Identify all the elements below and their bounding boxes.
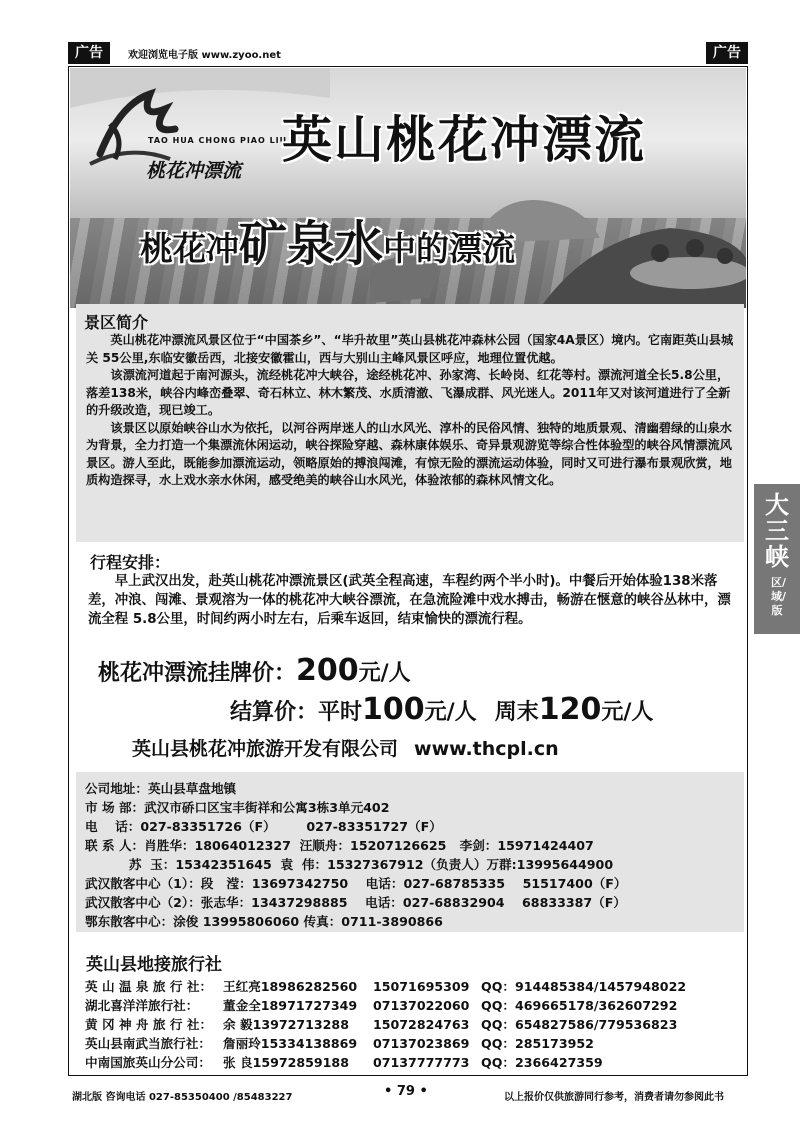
agency-person: 詹丽玲15334138869 [223,1036,358,1051]
agency-phone: 07137777773 [373,1055,470,1070]
agency-person: 王红亮18986282560 [223,979,358,994]
contact-row: 公司地址：英山县草盘地镇 [85,781,237,796]
banner-subtitle [140,205,515,274]
list-price-label: 桃花冲漂流挂牌价： [98,661,297,686]
agency-qq: QQ：285173952 [481,1036,594,1051]
subtitle-part2: 矿泉水 [239,216,384,272]
list-price-unit: 元/人 [358,661,411,686]
side-tab-subtitle: 区/域/版 [771,576,787,617]
company-name: 英山县桃花冲旅游开发有限公司 [132,738,399,760]
weekday-price-value: 100 [362,692,425,727]
contact-row: 联 系 人：肖胜华：18064012327 汪顺舟：15207126625 李剑：15971424407 [85,838,594,853]
agency-qq: QQ：914485384/1457948022 [481,979,687,994]
subtitle-part3: 中的漂流 [383,229,516,268]
intro-title: 景区简介 [84,313,149,332]
weekend-price-value: 120 [538,692,602,727]
agency-name: 黄 冈 神 舟 旅 行 社： [85,1017,213,1032]
agency-qq: QQ：2366427359 [481,1055,603,1070]
agency-qq: QQ：654827586/779536823 [481,1017,678,1032]
agency-phone: 07137022060 [373,998,470,1013]
agency-row [85,976,686,995]
ad-label-left: 广告 [68,42,110,64]
weekend-label: 周末 [494,700,539,725]
agency-person: 张 良15972859188 [223,1055,349,1070]
list-price-line [98,653,411,688]
contact-row: 武汉散客中心（1）：段 滢：13697342750 电话：027-68785335 51517400（F） [85,876,627,891]
agency-row [85,995,677,1014]
contact-row: 电 话：027-83351726（F） 027-83351727（F） [85,819,442,834]
agency-name: 英山县南武当旅行社： [85,1036,211,1051]
company-line [132,734,559,761]
agency-qq: QQ：469665178/362607292 [481,998,678,1013]
footer-disclaimer: 以上报价仅供旅游同行参考，消费者请勿参阅此书 [504,1092,724,1103]
settle-price-label: 结算价：平时 [230,700,363,725]
intro-paragraph: 该景区以原始峡谷山水为依托，以河谷两岸迷人的山水风光、淳朴的民俗风情、独特的地质景观、清幽碧绿的山泉水为背景，全力打造一个集漂流休闲运动，峡谷探险穿越、森林康体娱乐、奇异景观游览等综合性体验型的峡谷风情漂流风景区。游人至此，既能参加漂流运动，领略原始的搏浪闯滩，有惊无险的漂流运动体验，同时又可进行瀑布景观欣赏，地质构造探寻，水上戏水亲水休闲，感受绝美的峡谷山水风光，体验浓郁的森林风情文化。 [86,420,732,487]
itinerary-text: 早上武汉出发，赴英山桃花冲漂流景区(武英全程高速，车程约两个半小时)。中餐后开始体验138米落差，冲浪、闯滩、景观溶为一体的桃花冲大峡谷漂流，在急流险滩中戏水搏击，畅游在惬意的峡谷丛林中，漂流全程 5.8公里，时间约两小时左右，后乘车返回，结束愉快的漂流行程。 [88,574,731,627]
agency-row [85,1052,603,1071]
agency-phone: 07137023869 [373,1036,470,1051]
subtitle-part1: 桃花冲 [140,229,239,268]
welcome-text: 欢迎浏览电子版 www.zyoo.net [128,50,281,61]
intro-section [76,304,744,542]
list-price-value: 200 [296,653,359,688]
logo-script-text: 桃花冲漂流 [146,160,242,182]
agency-row [85,1014,677,1033]
agency-row [85,1033,594,1052]
banner-title: 英山桃花冲漂流 [282,111,646,169]
footer-hotline: 湖北版 咨询电话 027-85350400 /85483227 [72,1092,293,1103]
side-tab-title: 大三峡 [765,490,789,571]
region-side-tab [754,484,800,634]
agency-person: 董金全18971727349 [223,998,358,1013]
agency-name: 中南国旅英山分公司： [85,1055,211,1070]
page-number: • 79 • [384,1084,428,1099]
agencies-title: 英山县地接旅行社 [86,955,222,975]
ad-label-right: 广告 [706,42,748,64]
contact-row: 武汉散客中心（2）：张志华：13437298885 电话：027-68832904 68833387（F） [85,895,626,910]
agency-person: 余 毅13972713288 [223,1017,349,1032]
agency-name: 英 山 温 泉 旅 行 社： [85,979,213,994]
intro-paragraph: 英山桃花冲漂流风景区位于“中国茶乡”、“毕升故里”英山县桃花冲森林公园（国家4A景区）境内。它南距英山县城关 55公里,东临安徽岳西，北接安徽霍山，西与大别山主峰风景区呼应，地理位置优越。 [86,333,734,365]
contact-row: 市 场 部：武汉市硚口区宝丰街祥和公寓3栋3单元402 [85,800,390,815]
logo-pinyin: TAO HUA CHONG PIAO LIU [148,136,288,145]
weekend-price-unit: 元/人 [601,700,654,725]
agency-phone: 15071695309 [373,979,470,994]
settle-price-line [230,692,653,727]
weekday-price-unit: 元/人 [424,700,477,725]
agency-phone: 15072824763 [373,1017,470,1032]
contact-row: 鄂东散客中心：涂俊 13995806060 传真：0711-3890866 [85,914,443,929]
intro-paragraph: 该漂流河道起于南河源头，流经桃花冲大峡谷，途经桃花冲、孙家湾、长岭岗、红花等村。漂流河道全长5.8公里，落差138米，峡谷内峰峦叠翠、奇石林立、林木繁茂、水质清澈、飞瀑成群、风光迷人。2011年又对该河道进行了全新的升级改造，现已竣工。 [86,368,731,417]
contact-row: 苏 玉：15342351645 袁 伟：15327367912（负责人）万群:13995644900 [85,857,614,872]
itinerary-title: 行程安排： [90,553,171,572]
agency-name: 湖北喜洋洋旅行社： [85,998,199,1013]
company-website[interactable]: www.thcpl.cn [414,738,559,760]
